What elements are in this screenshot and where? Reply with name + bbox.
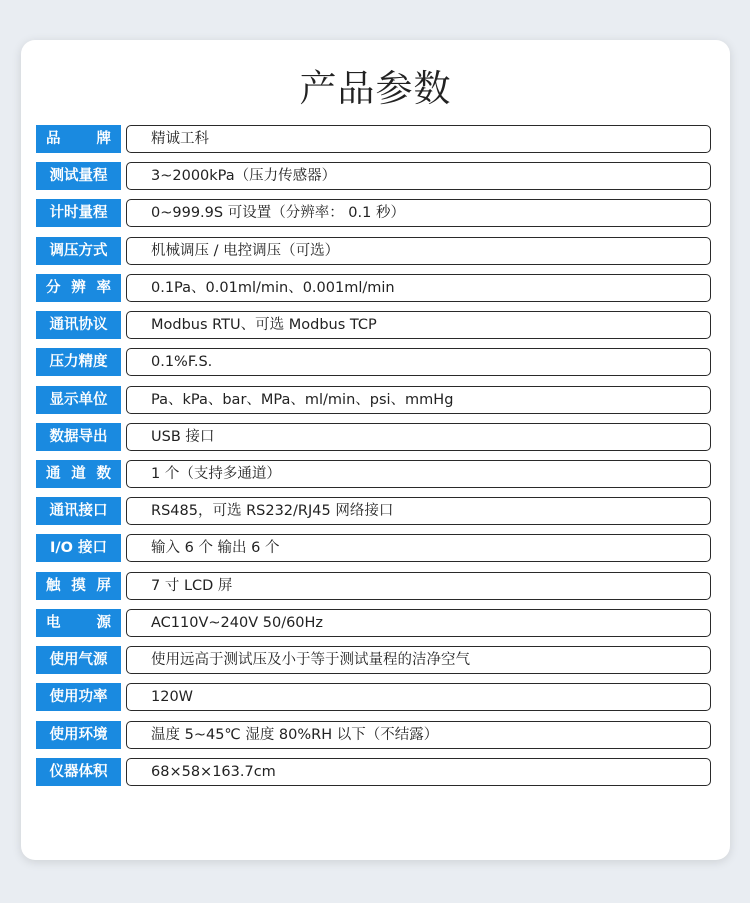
- spec-label: 使用气源: [36, 646, 121, 674]
- spec-label: I/O 接口: [36, 534, 121, 562]
- spec-row-timer-range: [36, 199, 711, 227]
- spec-value: 7 寸 LCD 屏: [126, 572, 711, 600]
- spec-card: [21, 40, 730, 860]
- spec-label: 仪器体积: [36, 758, 121, 786]
- spec-row-pressure-mode: [36, 237, 711, 265]
- spec-label: 使用环境: [36, 721, 121, 749]
- spec-label: 品牌: [36, 125, 121, 153]
- spec-row-comm-interface: [36, 497, 711, 525]
- spec-value: 机械调压 / 电控调压（可选）: [126, 237, 711, 265]
- spec-label: 显示单位: [36, 386, 121, 414]
- spec-row-power-supply: [36, 609, 711, 637]
- spec-row-data-export: [36, 423, 711, 451]
- spec-label: 压力精度: [36, 348, 121, 376]
- spec-label: 通讯接口: [36, 497, 121, 525]
- spec-label: 触摸屏: [36, 572, 121, 600]
- spec-value: Modbus RTU、可选 Modbus TCP: [126, 311, 711, 339]
- spec-label: 数据导出: [36, 423, 121, 451]
- spec-label: 通道数: [36, 460, 121, 488]
- spec-value: 1 个（支持多通道）: [126, 460, 711, 488]
- spec-row-resolution: [36, 274, 711, 302]
- spec-table: [36, 125, 711, 795]
- spec-row-touchscreen: [36, 572, 711, 600]
- spec-value: 3~2000kPa（压力传感器）: [126, 162, 711, 190]
- spec-value: RS485，可选 RS232/RJ45 网络接口: [126, 497, 711, 525]
- spec-label: 计时量程: [36, 199, 121, 227]
- spec-value: AC110V~240V 50/60Hz: [126, 609, 711, 637]
- spec-label: 使用功率: [36, 683, 121, 711]
- spec-row-accuracy: [36, 348, 711, 376]
- spec-row-test-range: [36, 162, 711, 190]
- spec-value: 120W: [126, 683, 711, 711]
- spec-row-brand: [36, 125, 711, 153]
- spec-row-environment: [36, 721, 711, 749]
- spec-row-air-source: [36, 646, 711, 674]
- spec-label: 调压方式: [36, 237, 121, 265]
- page-title: 产品参数: [299, 67, 452, 110]
- spec-value: 输入 6 个 输出 6 个: [126, 534, 711, 562]
- spec-row-channels: [36, 460, 711, 488]
- spec-label: 通讯协议: [36, 311, 121, 339]
- spec-value: 精诚工科: [126, 125, 711, 153]
- spec-value: 温度 5~45℃ 湿度 80%RH 以下（不结露）: [126, 721, 711, 749]
- spec-label: 测试量程: [36, 162, 121, 190]
- spec-label: 分辨率: [36, 274, 121, 302]
- spec-row-protocol: [36, 311, 711, 339]
- spec-row-dimensions: [36, 758, 711, 786]
- spec-label: 电源: [36, 609, 121, 637]
- spec-row-display-units: [36, 386, 711, 414]
- spec-value: 使用远高于测试压及小于等于测试量程的洁净空气: [126, 646, 711, 674]
- spec-value: Pa、kPa、bar、MPa、ml/min、psi、mmHg: [126, 386, 711, 414]
- spec-row-power-consumption: [36, 683, 711, 711]
- spec-value: 0.1Pa、0.01ml/min、0.001ml/min: [126, 274, 711, 302]
- spec-value: 0~999.9S 可设置（分辨率： 0.1 秒）: [126, 199, 711, 227]
- spec-row-io: [36, 534, 711, 562]
- spec-value: 0.1%F.S.: [126, 348, 711, 376]
- spec-value: USB 接口: [126, 423, 711, 451]
- spec-value: 68×58×163.7cm: [126, 758, 711, 786]
